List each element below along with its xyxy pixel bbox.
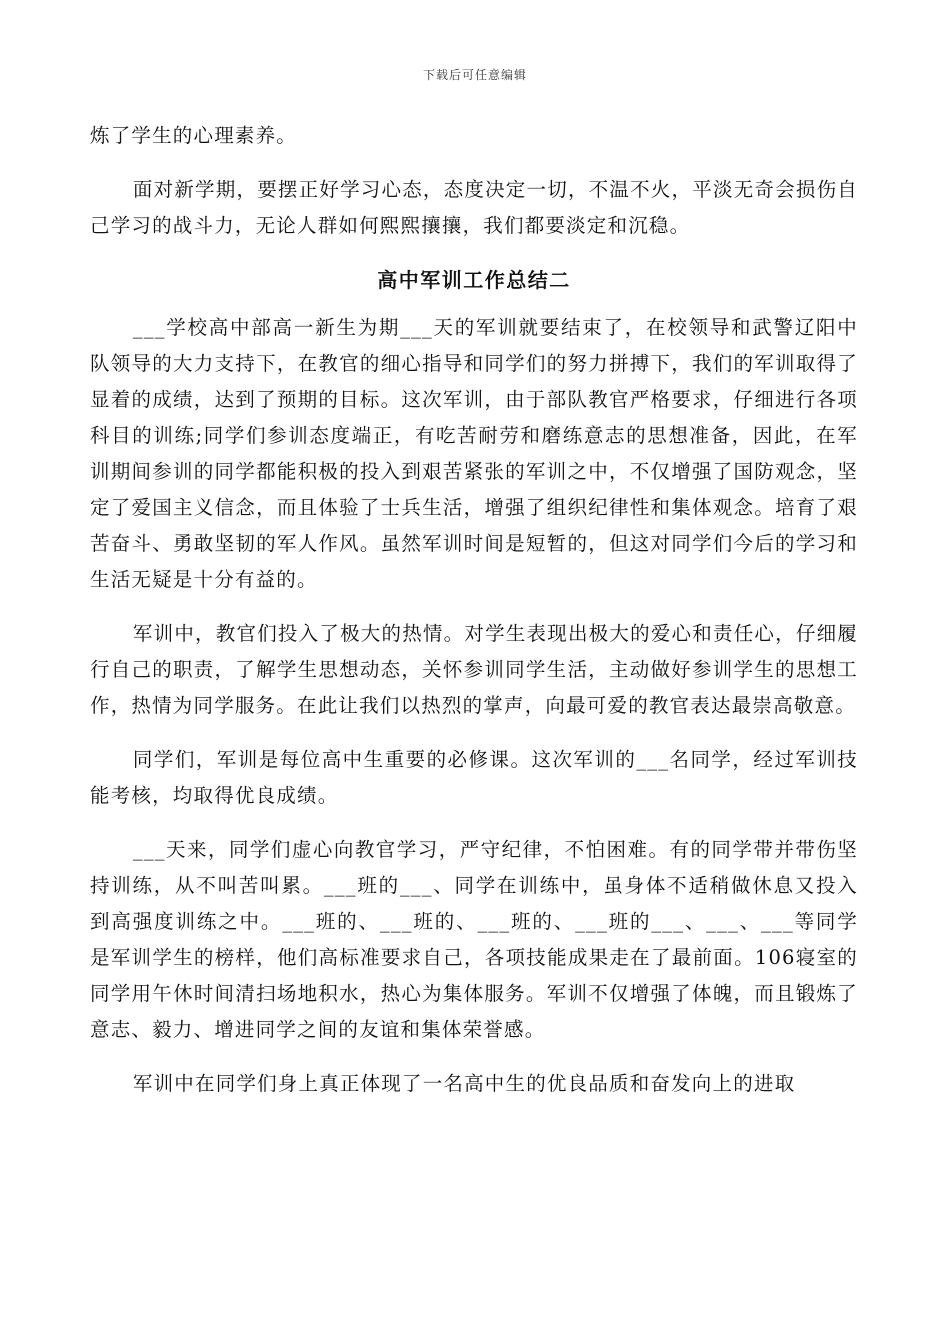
paragraph-1: ___学校高中部高一新生为期___天的军训就要结束了，在校领导和武警辽阳中队领导的大力支持下，在教官的细心指导和同学们的努力拼搏下，我们的军训取得了显着的成绩，达到了预期的目标。这次军训，由于部队教官严格要求，仔细进行各项科目的训练;同学们参训态度端正，有吃苦耐劳和磨练意志的思想准备，因此，在军训期间参训的同学都能积极的投入到艰苦紧张的军训之中，不仅增强了国防观念，坚定了爱国主义信念，而且体验了士兵生活，增强了组织纪律性和集体观念。培育了艰苦奋斗、勇敢坚韧的军人作风。虽然军训时间是短暂的，但这对同学们今后的学习和生活无疑是十分有益的。 — [90, 316, 858, 591]
section-title: 高中军训工作总结二 — [377, 268, 571, 292]
paragraph-5: 军训中在同学们身上真正体现了一名高中生的优良品质和奋发向上的进取 — [132, 1072, 796, 1095]
paragraph-3: 同学们，军训是每位高中生重要的必修课。这次军训的___名同学，经过军训技能考核，均取得优良成绩。 — [90, 748, 858, 807]
paragraph-new-semester: 面对新学期，要摆正好学习心态，态度决定一切，不温不火，平淡无奇会损伤自己学习的战斗力，无论人群如何熙熙攘攘，我们都要淡定和沉稳。 — [90, 178, 858, 237]
paragraph-4: ___天来，同学们虚心向教官学习，严守纪律，不怕困难。有的同学带并带伤坚持训练，从不叫苦叫累。___班的___、同学在训练中，虽身体不适稍做休息又投入到高强度训练之中。___班的、___班的、___班的、___班的___、___、___等同学是军训学生的榜样，他们高标准要求自己，各项技能成果走在了最前面。106寝室的同学用午休时间清扫场地积水，热心为集体服务。军训不仅增强了体魄，而且锻炼了意志、毅力、增进同学之间的友谊和集体荣誉感。 — [90, 838, 858, 1041]
document-body — [90, 118, 858, 1120]
page-header: 下载后可任意编辑 — [422, 68, 527, 82]
paragraph-continuation: 炼了学生的心理素养。 — [90, 124, 298, 147]
paragraph-2: 军训中，教官们投入了极大的热情。对学生表现出极大的爱心和责任心，仔细履行自己的职责，了解学生思想动态，关怀参训同学生活，主动做好参训学生的思想工作，热情为同学服务。在此让我们以热烈的掌声，向最可爱的教官表达最崇高敬意。 — [90, 622, 858, 717]
